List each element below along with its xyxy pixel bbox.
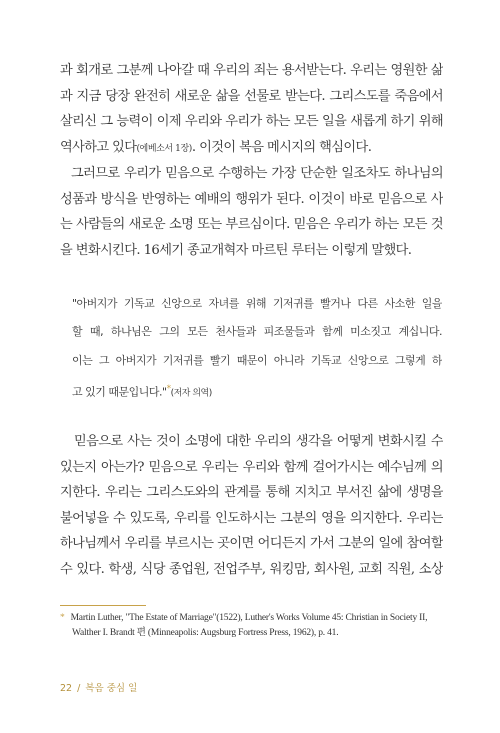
- quote-note: (저자 의역): [170, 388, 212, 399]
- footnote-line: [60, 611, 443, 626]
- footnote-divider: [60, 605, 146, 606]
- folio-separator: /: [77, 683, 81, 694]
- text-segment: 역사하고 있다: [60, 139, 137, 155]
- quote-line: 이는 그 아버지가 기저귀를 빨기 때문이 아니라 기독교 신앙으로 그렇게 하: [72, 353, 442, 367]
- paragraph-line: 살리신 그 능력이 이제 우리와 우리가 하는 모든 일을 새롭게 하기 위해: [60, 114, 443, 130]
- footnote-line: Walther I. Brandt 편 (Minneapolis: Augsburg Fortress Press, 1962), p. 41.: [72, 627, 339, 638]
- footnote-citation: Martin Luther, "The Estate of Marriage"(1522), Luther's Works Volume 45: Christian in Society II,: [70, 613, 428, 623]
- paragraph-line: 을 변화시킨다. 16세기 종교개혁자 마르틴 루터는 이렇게 말했다.: [60, 242, 412, 258]
- paragraph-line: 는 사람들의 새로운 소명 또는 부르심이다. 믿음은 우리가 하는 모든 것: [60, 217, 443, 233]
- paragraph-line: 수 있다. 학생, 식당 종업원, 전업주부, 워킹맘, 회사원, 교회 직원, 소상: [60, 561, 443, 577]
- footnote: [60, 611, 443, 640]
- footnote-star-icon: *: [60, 613, 65, 623]
- paragraph-line: 성품과 방식을 반영하는 예배의 행위가 된다. 이것이 바로 믿음으로 사: [60, 191, 443, 207]
- text-segment: . 이것이 복음 메시지의 핵심이다.: [191, 139, 372, 155]
- scripture-reference: (에베소서 1장): [136, 143, 192, 154]
- paragraph-line: [60, 135, 443, 161]
- paragraph-line: 과 지금 당장 완전히 새로운 삶을 선물로 받는다. 그리스도를 죽음에서: [60, 88, 443, 104]
- paragraph-line: 하나님께서 우리를 부르시는 곳이면 어디든지 가서 그분의 일에 참여할: [60, 536, 443, 552]
- paragraph-line: 그러므로 우리가 믿음으로 수행하는 가장 단순한 일조차도 하나님의: [71, 166, 443, 181]
- page-number: 22: [60, 683, 73, 694]
- paragraph-3: [60, 429, 443, 583]
- footnote-mark[interactable]: *: [166, 384, 171, 395]
- paragraph-2: [60, 161, 443, 263]
- section-title: 복음 중심 일: [85, 683, 138, 694]
- paragraph-line: 지한다. 우리는 그리스도와의 관계를 통해 지치고 부서진 삶에 생명을: [60, 485, 443, 501]
- page-folio: [60, 680, 139, 694]
- paragraph-line: 있는지 아는가? 믿음으로 우리는 우리와 함께 걸어가시는 예수님께 의: [60, 459, 443, 475]
- quote-line: 할 때, 하나님은 그의 모든 천사들과 피조물들과 함께 미소짓고 계십니다.: [72, 325, 442, 339]
- paragraph-line: 믿음으로 사는 것이 소명에 대한 우리의 생각을 어떻게 변화시킬 수: [74, 434, 443, 449]
- paragraph-line: 불어넣을 수 있도록, 우리를 인도하시는 그분의 영을 의지한다. 우리는: [60, 510, 443, 526]
- quote-text: 고 있기 때문입니다.": [72, 385, 167, 399]
- block-quote: [72, 290, 442, 404]
- paragraph-1: [60, 58, 443, 160]
- quote-line: "아버지가 기독교 신앙으로 자녀를 위해 기저귀를 빨거나 다른 사소한 일을: [72, 297, 442, 310]
- quote-line: [72, 375, 442, 403]
- paragraph-line: 과 회개로 그분께 나아갈 때 우리의 죄는 용서받는다. 우리는 영원한 삶: [60, 63, 443, 78]
